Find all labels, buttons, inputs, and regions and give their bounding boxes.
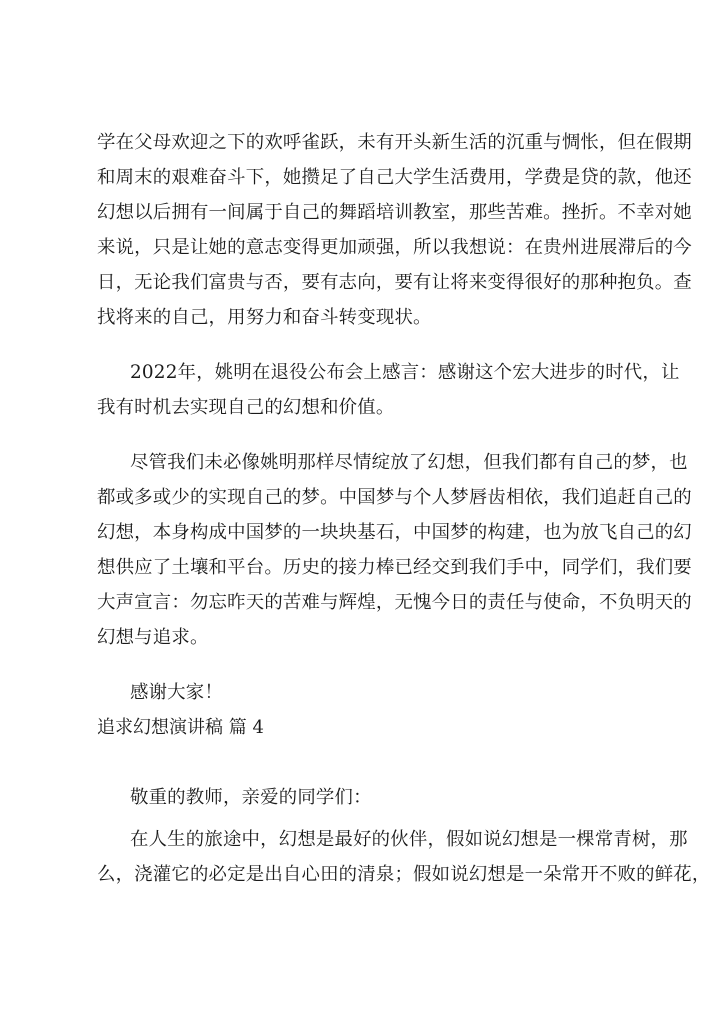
paragraph-line: 在人生的旅途中，幻想是最好的伙伴，假如说幻想是一棵常青树，那 — [130, 829, 688, 850]
paragraph-line: 2022年，姚明在退役公布会上感言：感谢这个宏大进步的时代，让 — [130, 362, 680, 383]
paragraph-line: 日，无论我们富贵与否，要有志向，要有让将来变得很好的那种抱负。查 — [97, 272, 692, 293]
paragraph-line: 和周末的艰难奋斗下，她攒足了自己大学生活费用，学费是贷的款，他还 — [97, 167, 692, 188]
paragraph-line: 幻想以后拥有一间属于自己的舞蹈培训教室，那些苦难。挫折。不幸对她 — [97, 202, 692, 223]
paragraph-line: 大声宣言：勿忘昨天的苦难与辉煌，无愧今日的责任与使命，不负明天的 — [97, 592, 692, 613]
paragraph-line: 学在父母欢迎之下的欢呼雀跃，未有开头新生活的沉重与惆怅，但在假期 — [97, 132, 692, 153]
salutation: 敬重的教师，亲爱的同学们： — [130, 787, 372, 808]
paragraph-line: 幻想，本身构成中国梦的一块块基石，中国梦的构建，也为放飞自己的幻 — [97, 522, 692, 543]
paragraph-line: 幻想与追求。 — [97, 627, 209, 648]
paragraph-line: 么，浇灌它的必定是出自心田的清泉；假如说幻想是一朵常开不败的鲜花， — [97, 864, 711, 885]
paragraph-line: 找将来的自己，用努力和奋斗转变现状。 — [97, 307, 432, 328]
section-heading: 追求幻想演讲稿 篇 4 — [97, 717, 264, 738]
closing-line: 感谢大家！ — [130, 682, 223, 703]
paragraph-line: 我有时机去实现自己的幻想和价值。 — [97, 397, 395, 418]
paragraph-line: 都或多或少的实现自己的梦。中国梦与个人梦唇齿相依，我们追赶自己的 — [97, 487, 692, 508]
paragraph-line: 尽管我们未必像姚明那样尽情绽放了幻想，但我们都有自己的梦，也 — [130, 452, 688, 473]
paragraph-line: 想供应了土壤和平台。历史的接力棒已经交到我们手中，同学们，我们要 — [97, 557, 692, 578]
paragraph-line: 来说，只是让她的意志变得更加顽强，所以我想说：在贵州进展滞后的今 — [97, 237, 692, 258]
